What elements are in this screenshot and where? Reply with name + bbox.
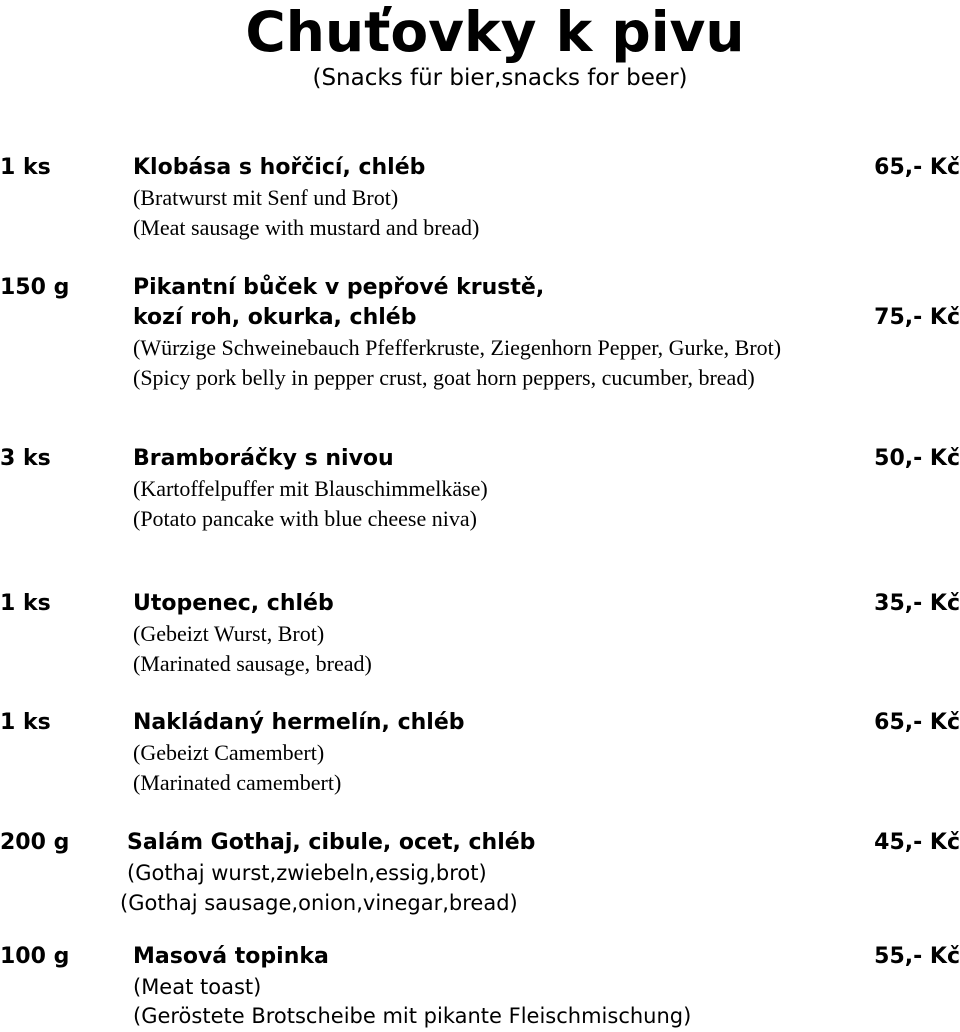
item-price: 45,- Kč: [874, 830, 960, 855]
item-quantity: 100 g: [0, 944, 70, 969]
item-description-en: (Meat toast): [133, 975, 262, 999]
item-description-en: (Marinated sausage, bread): [133, 651, 372, 676]
item-price: 50,- Kč: [874, 446, 960, 471]
item-price: 35,- Kč: [874, 591, 960, 616]
item-price: 65,- Kč: [874, 710, 960, 735]
item-description-en: (Spicy pork belly in pepper crust, goat horn peppers, cucumber, bread): [133, 365, 755, 390]
item-name: Bramboráčky s nivou: [133, 446, 394, 471]
page-title: Chuťovky k pivu: [245, 0, 745, 64]
item-name-line2: kozí roh, okurka, chléb: [133, 305, 417, 330]
item-name: Masová topinka: [133, 944, 329, 969]
item-name: Nakládaný hermelín, chléb: [133, 710, 465, 735]
item-quantity: 200 g: [0, 830, 70, 855]
item-quantity: 1 ks: [0, 591, 51, 616]
item-description-de: (Kartoffelpuffer mit Blauschimmelkäse): [133, 476, 488, 501]
page-subtitle: (Snacks für bier,snacks for beer): [312, 65, 688, 91]
item-quantity: 150 g: [0, 275, 70, 300]
item-price: 75,- Kč: [874, 305, 960, 330]
item-name: Salám Gothaj, cibule, ocet, chléb: [127, 830, 536, 855]
item-description-de: (Geröstete Brotscheibe mit pikante Fleischmischung): [133, 1004, 692, 1028]
item-description-en: (Gothaj sausage,onion,vinegar,bread): [120, 891, 518, 915]
item-description-de: (Bratwurst mit Senf und Brot): [133, 185, 399, 210]
item-price: 65,- Kč: [874, 155, 960, 180]
item-description-en: (Marinated camembert): [133, 770, 342, 795]
item-description-de: (Gebeizt Camembert): [133, 740, 325, 765]
item-quantity: 3 ks: [0, 446, 51, 471]
item-name: Klobása s hořčicí, chléb: [133, 155, 426, 180]
item-quantity: 1 ks: [0, 155, 51, 180]
item-price: 55,- Kč: [874, 944, 960, 969]
item-description-en: (Potato pancake with blue cheese niva): [133, 506, 477, 531]
item-description-en: (Meat sausage with mustard and bread): [133, 215, 480, 240]
item-description-de: (Gebeizt Wurst, Brot): [133, 621, 325, 646]
item-description-de: (Gothaj wurst,zwiebeln,essig,brot): [127, 861, 487, 885]
item-quantity: 1 ks: [0, 710, 51, 735]
item-name: Utopenec, chléb: [133, 591, 334, 616]
item-name: Pikantní bůček v pepřové krustě,: [133, 275, 545, 300]
item-description-de: (Würzige Schweinebauch Pfefferkruste, Ziegenhorn Pepper, Gurke, Brot): [133, 335, 782, 360]
